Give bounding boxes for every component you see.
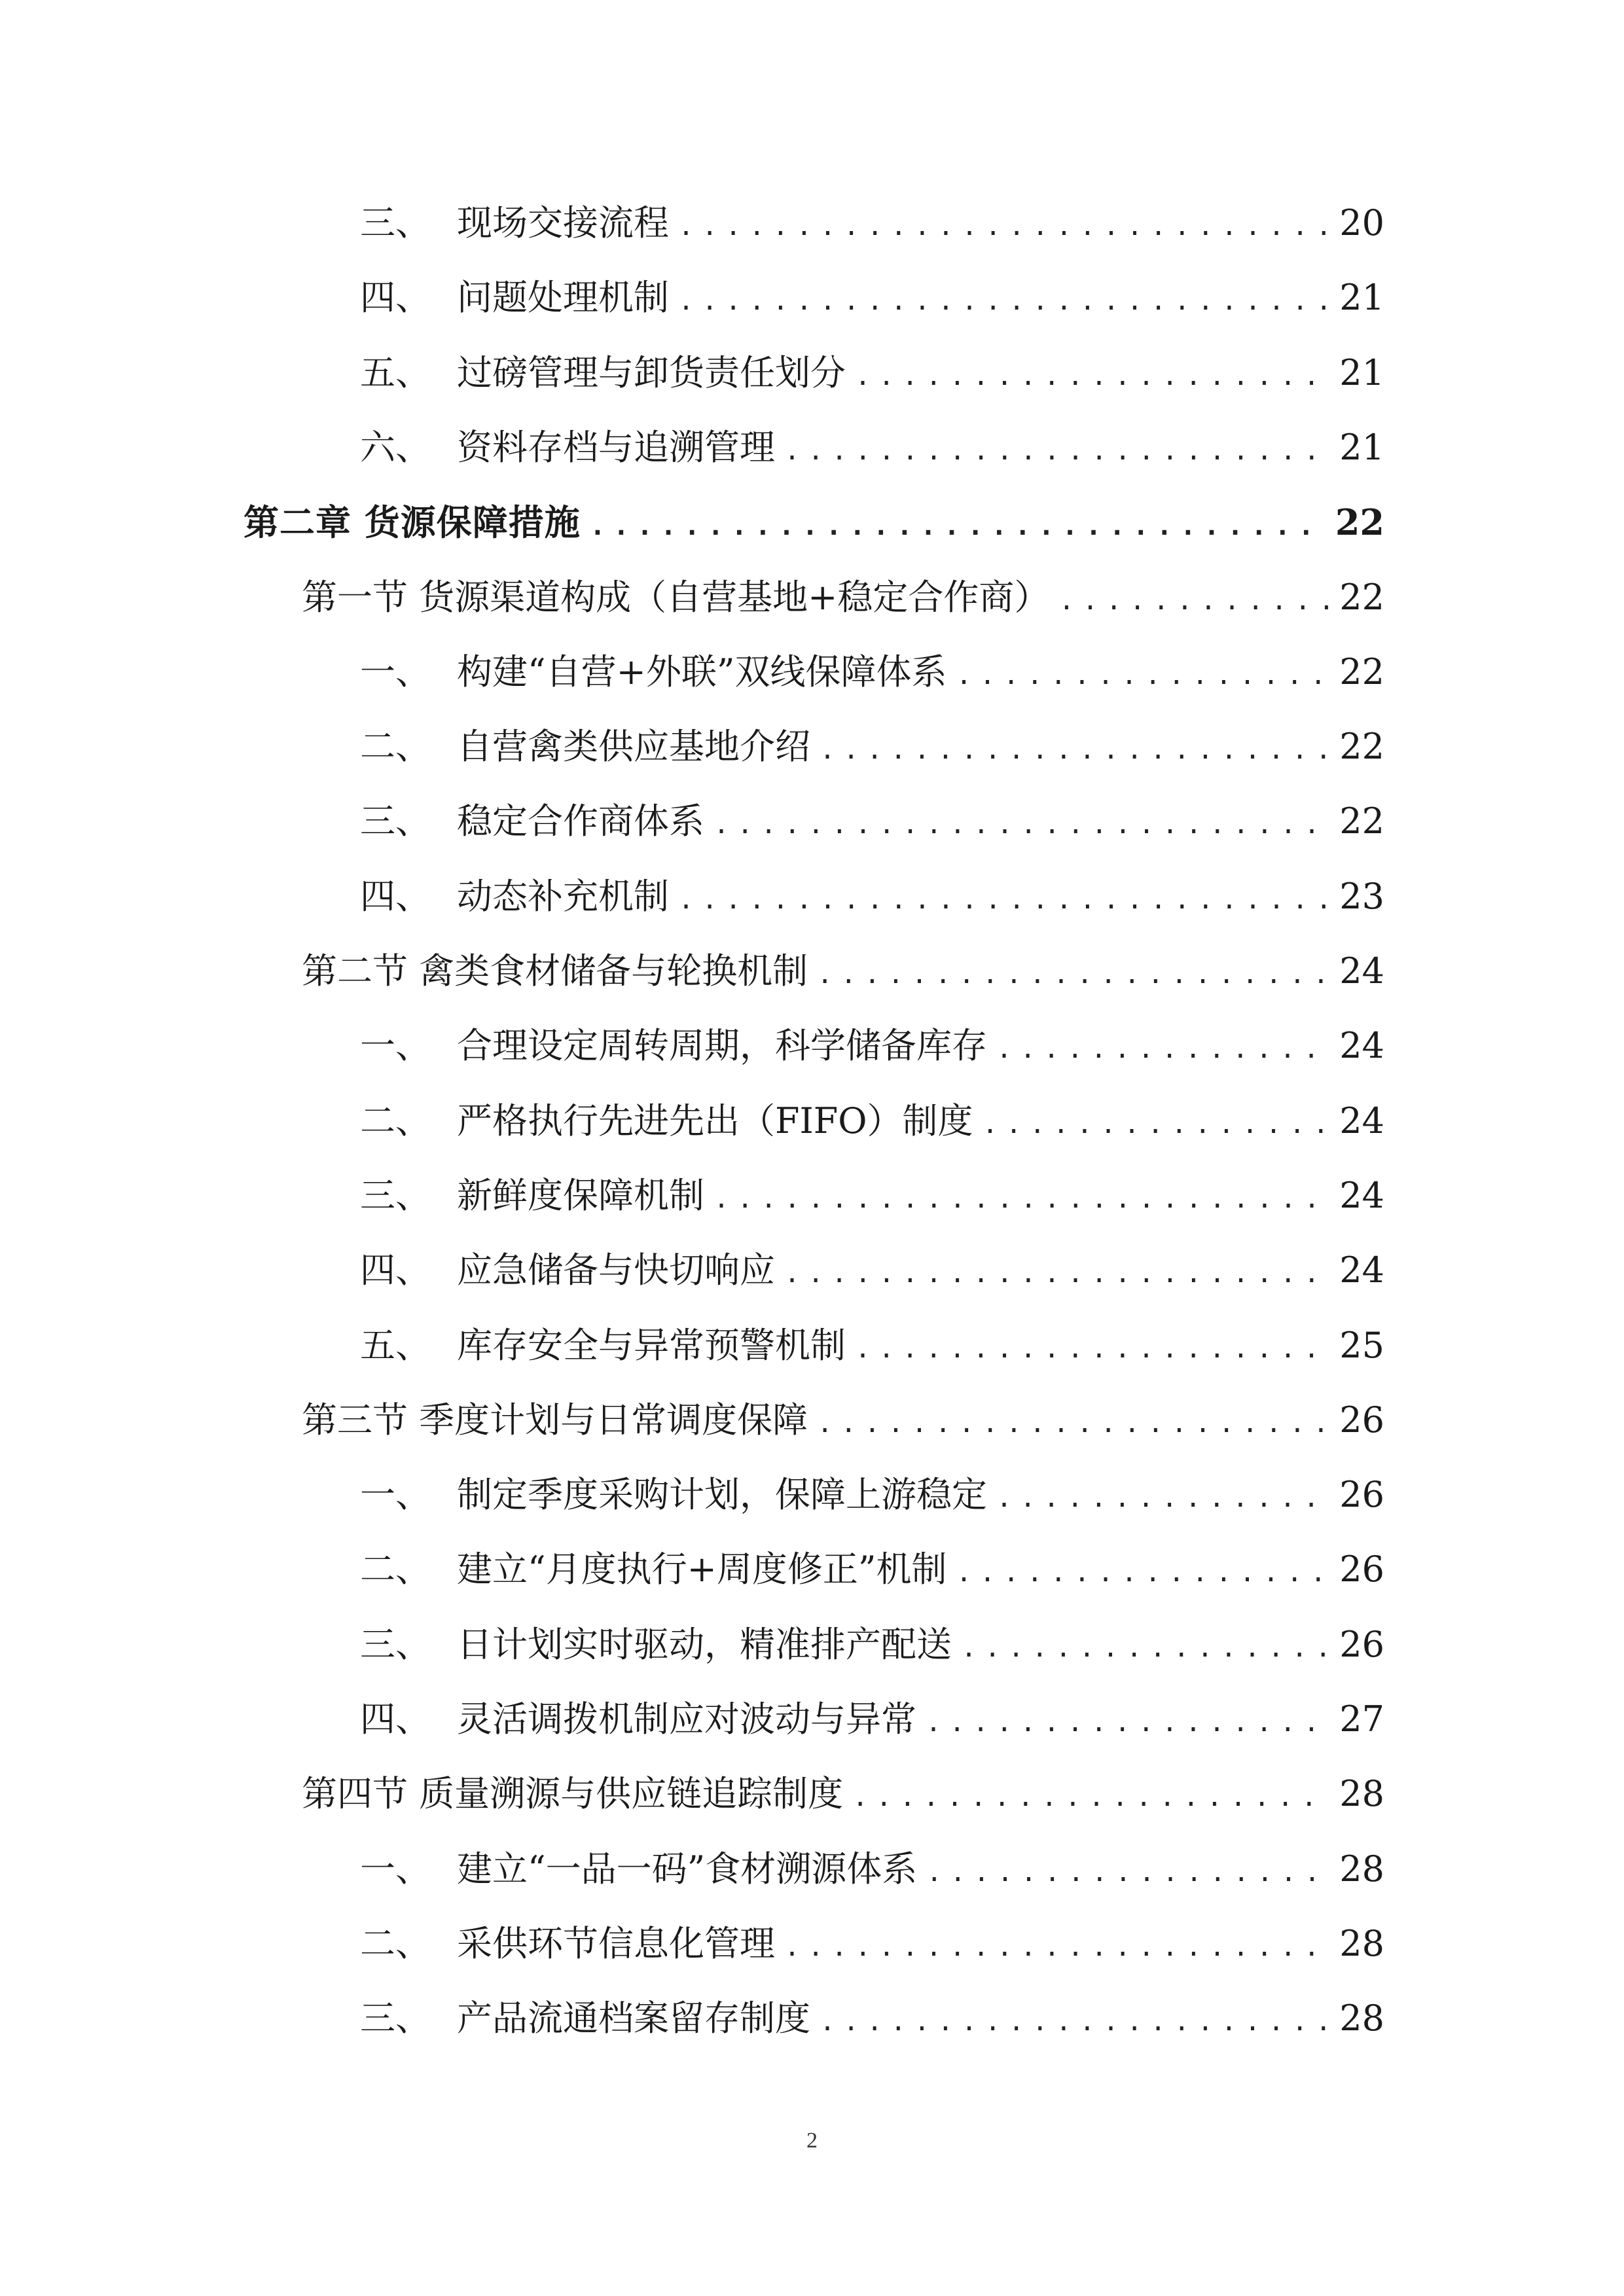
toc-entry-title: 日计划实时驱动，精准排产配送 [457,1624,952,1665]
toc-entry-title: 建立“月度执行+周度修正”机制 [457,1549,947,1590]
toc-entry-page: 28 [1339,1773,1384,1814]
toc-entry-title: 构建“自营+外联”双线保障体系 [457,651,947,692]
toc-entry-section[interactable] [302,948,1384,995]
toc-entry-item[interactable] [360,1995,1384,2042]
toc-entry-number: 二、 [360,1923,431,1964]
toc-entry-item[interactable] [360,649,1384,696]
toc-entry-page: 28 [1339,1998,1384,2039]
toc-entry-number: 一、 [360,1848,431,1890]
toc-entry-number: 三、 [360,1175,431,1216]
toc-entry-page: 26 [1339,1624,1384,1665]
dot-leader [784,1924,1330,1971]
toc-entry-page: 21 [1339,277,1384,318]
toc-entry-title: 资料存档与追溯管理 [457,427,775,468]
toc-entry-page: 26 [1339,1549,1384,1590]
toc-entry-section[interactable] [302,1770,1384,1818]
toc-entry-page: 22 [1339,800,1384,842]
dot-leader [820,726,1330,774]
toc-entry-title: 采供环节信息化管理 [457,1923,775,1964]
toc-entry-title: 第三节 季度计划与日常调度保障 [302,1399,808,1441]
toc-entry-item[interactable] [360,1098,1384,1145]
toc-entry-item[interactable] [360,723,1384,770]
toc-entry-page: 27 [1339,1698,1384,1740]
dot-leader [820,1998,1330,2045]
dot-leader [855,353,1330,400]
toc-entry-page: 25 [1339,1325,1384,1366]
toc-entry-number: 四、 [360,1698,431,1740]
toc-entry-page: 20 [1339,202,1384,243]
dot-leader [926,1849,1330,1896]
toc-entry-chapter[interactable] [244,499,1384,546]
dot-leader [1058,577,1330,624]
toc-entry-item[interactable] [360,1471,1384,1518]
toc-entry-title: 新鲜度保障机制 [457,1175,704,1216]
toc-entry-number: 三、 [360,1624,431,1665]
toc-entry-title: 库存安全与异常预警机制 [457,1325,846,1366]
toc-entry-title: 第二章 货源保障措施 [244,501,581,543]
toc-entry-page: 26 [1339,1474,1384,1515]
dot-leader [678,278,1330,325]
toc-entry-item[interactable] [360,274,1384,321]
toc-entry-item[interactable] [360,1920,1384,1967]
toc-entry-title: 建立“一品一码”食材溯源体系 [457,1848,918,1890]
dot-leader [713,801,1330,848]
dot-leader [817,1400,1330,1447]
page-number: 2 [806,2128,818,2153]
toc-entry-title: 动态补充机制 [457,876,669,917]
toc-entry-title: 稳定合作商体系 [457,800,704,842]
toc-entry-title: 灵活调拨机制应对波动与异常 [457,1698,916,1740]
toc-entry-item[interactable] [360,1247,1384,1294]
toc-entry-page: 28 [1339,1923,1384,1964]
dot-leader [996,1475,1330,1522]
toc-entry-title: 自营禽类供应基地介绍 [457,726,810,767]
toc-entry-item[interactable] [360,1322,1384,1369]
dot-leader [855,1325,1330,1372]
toc-entry-title: 合理设定周转周期，科学储备库存 [457,1025,987,1066]
toc-entry-number: 五、 [360,352,431,393]
toc-entry-page: 24 [1339,1249,1384,1291]
toc-entry-number: 一、 [360,1474,431,1515]
dot-leader [852,1774,1330,1821]
toc-entry-title: 问题处理机制 [457,277,669,318]
toc-entry-number: 四、 [360,1249,431,1291]
toc-entry-number: 二、 [360,1549,431,1590]
toc-entry-item[interactable] [360,1621,1384,1668]
toc-entry-number: 三、 [360,202,431,243]
toc-entry-page: 23 [1339,876,1384,917]
toc-entry-title: 制定季度采购计划，保障上游稳定 [457,1474,987,1515]
toc-entry-title: 过磅管理与卸货责任划分 [457,352,846,393]
toc-entry-title: 第四节 质量溯源与供应链追踪制度 [302,1773,844,1814]
toc-entry-number: 一、 [360,651,431,692]
toc-entry-page: 24 [1339,1025,1384,1066]
dot-leader [678,876,1330,924]
toc-entry-page: 24 [1339,1175,1384,1216]
toc-entry-page: 22 [1339,726,1384,767]
dot-leader [713,1175,1330,1223]
dot-leader [926,1699,1330,1746]
toc-entry-title: 产品流通档案留存制度 [457,1998,810,2039]
toc-entry-page: 21 [1339,427,1384,468]
toc-entry-number: 三、 [360,1998,431,2039]
dot-leader [784,427,1330,475]
toc-entry-page: 26 [1339,1399,1384,1441]
toc-entry-page: 24 [1339,950,1384,992]
toc-entry-number: 二、 [360,726,431,767]
toc-entry-item[interactable] [360,1022,1384,1069]
toc-entry-item[interactable] [360,350,1384,397]
toc-entry-page: 24 [1339,1100,1384,1141]
toc-entry-section[interactable] [302,1397,1384,1444]
toc-entry-section[interactable] [302,574,1384,621]
toc-entry-title: 第二节 禽类食材储备与轮换机制 [302,950,808,992]
dot-leader [996,1026,1330,1073]
dot-leader [817,951,1330,998]
toc-entry-item[interactable] [360,424,1384,471]
toc-entry-title: 现场交接流程 [457,202,669,243]
toc-entry-number: 三、 [360,800,431,842]
toc-entry-item[interactable] [360,1546,1384,1593]
dot-leader [784,1250,1330,1297]
toc-entry-number: 二、 [360,1100,431,1141]
dot-leader [961,1624,1330,1672]
toc-entry-number: 一、 [360,1025,431,1066]
toc-entry-item[interactable] [360,873,1384,920]
toc-entry-number: 五、 [360,1325,431,1366]
toc-entry-item[interactable] [360,200,1384,247]
dot-leader [678,203,1330,250]
dot-leader [590,503,1326,550]
toc-entry-page: 22 [1335,501,1384,543]
toc-entry-title: 第一节 货源渠道构成（自营基地+稳定合作商） [302,577,1050,618]
toc-entry-page: 21 [1339,352,1384,393]
dot-leader [956,652,1330,699]
dot-leader [983,1101,1331,1148]
toc-entry-item[interactable] [360,798,1384,845]
toc-entry-number: 四、 [360,876,431,917]
toc-entry-number: 四、 [360,277,431,318]
toc-entry-item[interactable] [360,1696,1384,1743]
toc-entry-item[interactable] [360,1172,1384,1219]
toc-entry-page: 28 [1339,1848,1384,1890]
toc-entry-title: 严格执行先进先出（FIFO）制度 [457,1100,973,1141]
toc-entry-number: 六、 [360,427,431,468]
dot-leader [956,1549,1330,1596]
toc-entry-page: 22 [1339,651,1384,692]
toc-entry-page: 22 [1339,577,1384,618]
toc-entry-title: 应急储备与快切响应 [457,1249,775,1291]
toc-entry-item[interactable] [360,1846,1384,1893]
